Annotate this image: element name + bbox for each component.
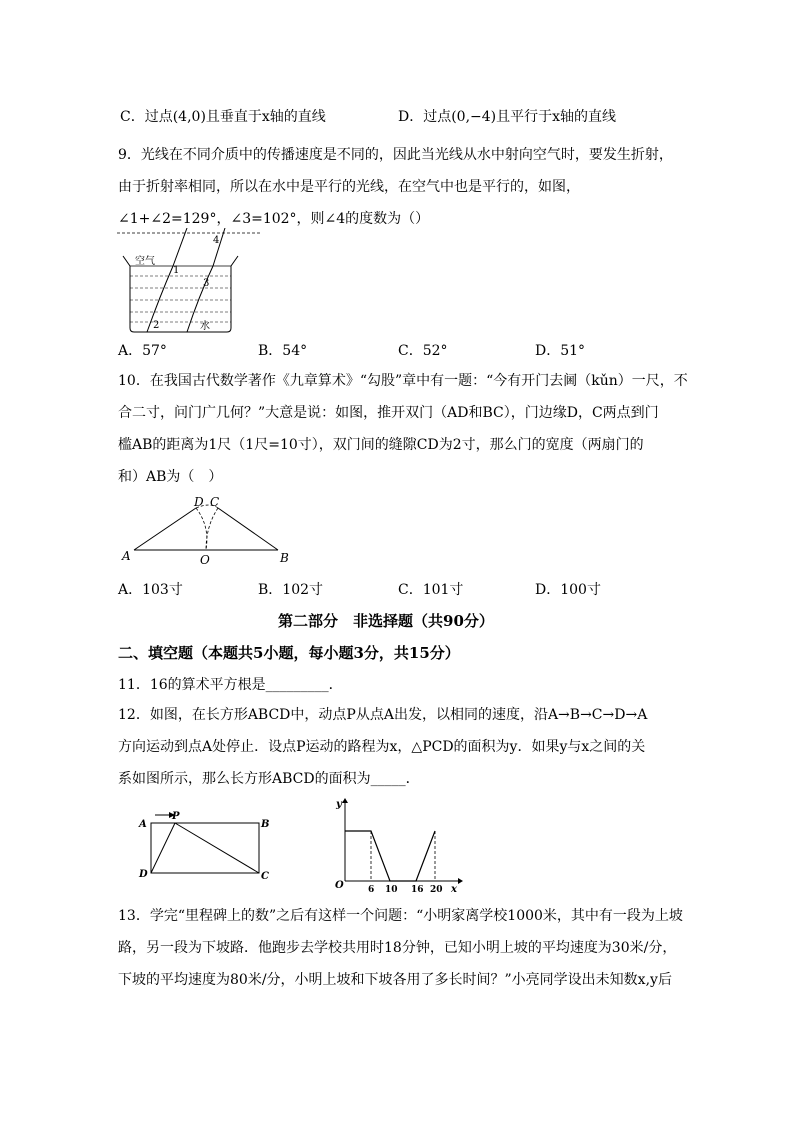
q10-text-line2: 合二寸，问门广几何？”大意是说：如图，推开双门（AD和BC），门边缘D，C两点到门 xyxy=(118,405,659,421)
q11-text: 11．16的算术平方根是_________． xyxy=(118,677,343,693)
q13-text-line3: 下坡的平均速度为80米/分，小明上坡和下坡各用了多长时间？”小亮同学设出未知数x,y后 xyxy=(118,972,672,988)
q10-option-b: B．102寸 xyxy=(258,582,324,598)
q10-option-a: A．103寸 xyxy=(118,582,183,598)
angle-2-label: 2 xyxy=(153,320,160,331)
light-ray-air-left xyxy=(173,228,187,266)
point-D-label: D xyxy=(194,496,204,509)
q9-option-a: A．57° xyxy=(118,343,167,359)
point-A-label: A xyxy=(122,549,131,563)
door-BC xyxy=(218,508,278,550)
q8-option-c: C．过点(4,0)且垂直于x轴的直线 xyxy=(120,109,326,125)
q12-text-line1: 12．如图，在长方形ABCD中，动点P从点A出发，以相同的速度，沿A→B→C→D→A xyxy=(118,707,648,723)
q10-option-c: C．101寸 xyxy=(398,582,464,598)
rect-P-label: P xyxy=(172,811,180,822)
q12-text-line2: 方向运动到点A处停止．设点P运动的路程为x，△PCD的面积为y．如果y与x之间的关 xyxy=(118,739,646,755)
q10-option-d: D．100寸 xyxy=(535,582,601,598)
segment-PC xyxy=(175,823,259,873)
rect-B-label: B xyxy=(261,819,270,830)
q9-refraction-figure xyxy=(115,228,265,338)
rect-A-label: A xyxy=(139,819,147,830)
q8-option-d: D．过点(0,−4)且平行于x轴的直线 xyxy=(398,109,617,125)
q10-text-line3: 槛AB的距离为1尺（1尺=10寸），双门间的缝隙CD为2寸，那么门的宽度（两扇门的 xyxy=(118,437,644,453)
light-ray-air-right xyxy=(213,228,225,266)
angle-3-label: 3 xyxy=(203,278,210,289)
q10-text-line4: 和）AB为（ ） xyxy=(118,469,223,485)
part2-title: 第二部分 非选择题（共90分） xyxy=(278,612,494,630)
point-B-label: B xyxy=(280,551,289,565)
q9-option-c: C．52° xyxy=(398,343,448,359)
q9-text-line1: 9．光线在不同介质中的传播速度是不同的，因此当光线从水中射向空气时，要发生折射， xyxy=(118,147,673,163)
q12-area-graph xyxy=(330,795,465,895)
q9-text-line3: ∠1+∠2=129°，∠3=102°，则∠4的度数为（） xyxy=(118,211,430,227)
graph-x-label: x xyxy=(451,884,457,895)
rect-D-label: D xyxy=(139,869,148,880)
q9-option-d: D．51° xyxy=(535,343,586,359)
segment-PD xyxy=(151,823,175,873)
graph-tick-10: 10 xyxy=(385,885,398,895)
q13-text-line2: 路，另一段为下坡路．他跑步去学校共用时18分钟，已知小明上坡的平均速度为30米/分， xyxy=(118,940,677,956)
angle-1-label: 1 xyxy=(173,265,180,276)
area-curve xyxy=(345,831,435,881)
rect-C-label: C xyxy=(261,871,269,882)
graph-y-label: y xyxy=(336,799,342,810)
q9-text-line2: 由于折射率相同，所以在水中是平行的光线，在空气中也是平行的，如图， xyxy=(118,179,580,195)
label-water: 水 xyxy=(200,321,210,332)
point-O-label: O xyxy=(200,553,210,567)
rectangle-ABCD xyxy=(151,823,259,873)
q10-door-figure xyxy=(118,496,298,568)
section2-title: 二、填空题（本题共5小题，每小题3分，共15分） xyxy=(118,644,460,662)
graph-tick-6: 6 xyxy=(368,885,375,895)
q9-option-b: B．54° xyxy=(258,343,308,359)
label-air: 空气 xyxy=(135,256,155,267)
q10-text-line1: 10．在我国古代数学著作《九章算术》“勾股”章中有一题：“今有开门去阃（kǔn）一尺，不 xyxy=(118,373,688,389)
q13-text-line1: 13．学完“里程碑上的数”之后有这样一个问题：“小明家离学校1000米，其中有一段为上坡 xyxy=(118,908,683,924)
water-tank xyxy=(123,256,238,332)
graph-tick-20: 20 xyxy=(430,885,443,895)
graph-tick-16: 16 xyxy=(411,885,424,895)
point-C-label: C xyxy=(210,496,220,509)
q12-rectangle-figure xyxy=(135,805,275,885)
door-AD xyxy=(134,508,196,550)
angle-4-label: 4 xyxy=(213,235,220,246)
graph-origin-label: O xyxy=(335,880,344,891)
q12-text-line3: 系如图所示，那么长方形ABCD的面积为_____． xyxy=(118,771,420,787)
